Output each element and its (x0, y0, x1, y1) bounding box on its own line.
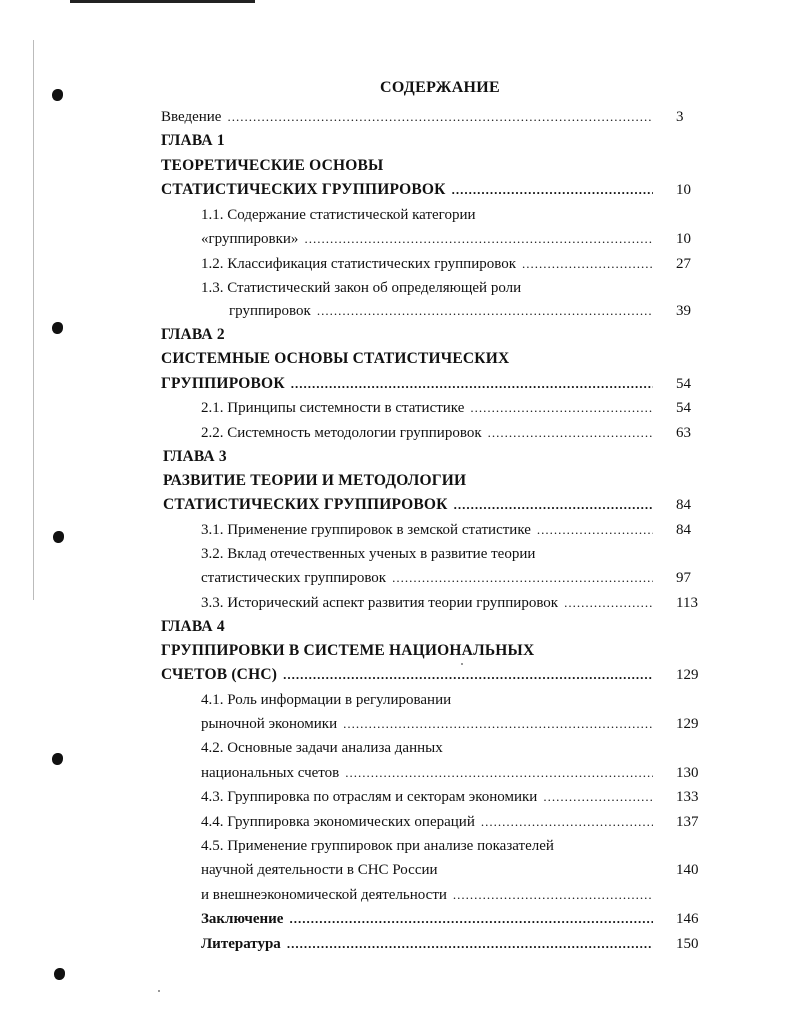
toc-entry-section-2-2[interactable] (201, 422, 657, 444)
toc-entry-section-4-2[interactable] (201, 762, 657, 784)
toc-entry-section-3-1[interactable] (201, 519, 657, 541)
section-title-line: 3.1. Применение группировок в земской статистике (201, 522, 531, 538)
punch-hole-mark (52, 753, 63, 765)
dot-leader (452, 179, 653, 201)
toc-entry-section-1-3[interactable] (229, 300, 657, 322)
toc-page-number: 113 (676, 595, 698, 611)
dot-leader (343, 713, 653, 735)
toc-entry-label: Заключение (201, 911, 284, 927)
toc-page-number: 3 (676, 109, 684, 125)
toc-entry-section-4-4[interactable] (201, 811, 657, 833)
chapter-heading: ГЛАВА 4 (161, 618, 225, 635)
toc-entry-section-3-2[interactable] (201, 567, 657, 589)
toc-page-number: 54 (676, 400, 691, 416)
section-title-line: 4.3. Группировка по отраслям и секторам экономики (201, 789, 538, 805)
toc-entry-chapter-1[interactable] (161, 179, 657, 201)
toc-page-number: 10 (676, 182, 691, 198)
punch-hole-mark (52, 322, 63, 334)
dot-leader (543, 786, 653, 808)
chapter-title-line: СТАТИСТИЧЕСКИХ ГРУППИРОВОК (163, 496, 448, 513)
top-edge-rule (70, 0, 255, 3)
section-title-line: 1.2. Классификация статистических группировок (201, 256, 516, 272)
toc-entry-label: Введение (161, 109, 222, 125)
toc-entry-section-4-1[interactable] (201, 713, 657, 735)
toc-entry-intro[interactable] (161, 106, 657, 128)
section-title-line: 4.4. Группировка экономических операций (201, 814, 475, 830)
section-title-line: 1.3. Статистический закон об определяющей роли (201, 280, 522, 296)
chapter-heading: ГЛАВА 3 (163, 448, 227, 465)
dot-leader (454, 494, 653, 516)
dot-leader (227, 106, 653, 128)
section-title-line: научной деятельности в СНС России (201, 862, 438, 878)
section-title-line: 4.2. Основные задачи анализа данных (201, 740, 443, 756)
dot-leader (522, 253, 653, 275)
chapter-title-line: ТЕОРЕТИЧЕСКИЕ ОСНОВЫ (161, 157, 384, 174)
section-title-line: статистических группировок (201, 570, 387, 586)
section-title-line: 2.2. Системность методологии группировок (201, 425, 482, 441)
section-title-line: 4.5. Применение группировок при анализе показателей (201, 838, 554, 854)
dot-leader (481, 811, 653, 833)
toc-page-number: 137 (676, 814, 699, 830)
toc-entry-chapter-4[interactable] (161, 664, 657, 686)
toc-page-number: 129 (676, 716, 699, 732)
chapter-title-line: СИСТЕМНЫЕ ОСНОВЫ СТАТИСТИЧЕСКИХ (161, 350, 510, 367)
toc-page-number: 150 (676, 936, 699, 952)
punch-hole-mark (53, 531, 64, 543)
toc-entry-section-2-1[interactable] (201, 397, 657, 419)
section-title-line: 1.1. Содержание статистической категории (201, 207, 476, 223)
section-title-line: 4.1. Роль информации в регулировании (201, 692, 452, 708)
dot-leader (470, 397, 653, 419)
dot-leader (287, 933, 653, 955)
section-title-line: и внешнеэкономической деятельности (201, 887, 447, 903)
section-title-line: 3.2. Вклад отечественных ученых в развитие теории (201, 546, 536, 562)
toc-page-number: 39 (676, 303, 691, 319)
chapter-title-line: ГРУППИРОВОК (161, 375, 285, 392)
toc-page-number: 130 (676, 765, 699, 781)
toc-entry-label: Литература (201, 936, 281, 952)
toc-page-number: 140 (676, 862, 699, 878)
punch-hole-mark (52, 89, 63, 101)
chapter-title-line: ГРУППИРОВКИ В СИСТЕМЕ НАЦИОНАЛЬНЫХ (161, 642, 535, 659)
toc-page-number: 84 (676, 522, 691, 538)
section-title-line: национальных счетов (201, 765, 340, 781)
dot-leader (283, 664, 653, 686)
section-title-line: 2.1. Принципы системности в статистике (201, 400, 465, 416)
toc-page-number: 146 (676, 911, 699, 927)
section-title-line: группировок (229, 303, 311, 319)
chapter-title-line: СТАТИСТИЧЕСКИХ ГРУППИРОВОК (161, 181, 446, 198)
toc-entry-section-1-1[interactable] (201, 228, 657, 250)
toc-page-number: 54 (676, 376, 691, 392)
section-title-line: 3.3. Исторический аспект развития теории группировок (201, 595, 559, 611)
dot-leader (537, 519, 653, 541)
dot-leader (289, 908, 653, 930)
toc-page-number: 84 (676, 497, 691, 513)
dot-leader (317, 300, 653, 322)
chapter-title-line: РАЗВИТИЕ ТЕОРИИ И МЕТОДОЛОГИИ (163, 472, 467, 489)
scan-speck (158, 990, 160, 992)
toc-entry-section-4-5[interactable] (201, 884, 657, 906)
section-title-line: рыночной экономики (201, 716, 338, 732)
toc-title: СОДЕРЖАНИЕ (379, 79, 501, 96)
toc-page-number: 133 (676, 789, 699, 805)
dot-leader (564, 592, 653, 614)
toc-entry-conclusion[interactable] (201, 908, 657, 930)
toc-page-number: 27 (676, 256, 691, 272)
left-margin-line (33, 40, 34, 600)
toc-entry-references[interactable] (201, 933, 657, 955)
toc-entry-section-4-3[interactable] (201, 786, 657, 808)
toc-entry-section-1-2[interactable] (201, 253, 657, 275)
chapter-heading: ГЛАВА 1 (161, 132, 225, 149)
toc-page-number: 97 (676, 570, 691, 586)
toc-page-number: 63 (676, 425, 691, 441)
toc-page-number: 10 (676, 231, 691, 247)
toc-page-number: 129 (676, 667, 699, 683)
dot-leader (291, 373, 653, 395)
dot-leader (304, 228, 653, 250)
toc-entry-chapter-3[interactable] (163, 494, 657, 516)
dot-leader (392, 567, 653, 589)
dot-leader (453, 884, 653, 906)
punch-hole-mark (54, 968, 65, 980)
toc-entry-section-3-3[interactable] (201, 592, 657, 614)
chapter-heading: ГЛАВА 2 (161, 326, 225, 343)
dot-leader (345, 762, 653, 784)
dot-leader (488, 422, 653, 444)
toc-entry-chapter-2[interactable] (161, 373, 657, 395)
section-title-line: «группировки» (201, 231, 299, 247)
chapter-title-line: СЧЕТОВ (СНС) (161, 666, 278, 683)
